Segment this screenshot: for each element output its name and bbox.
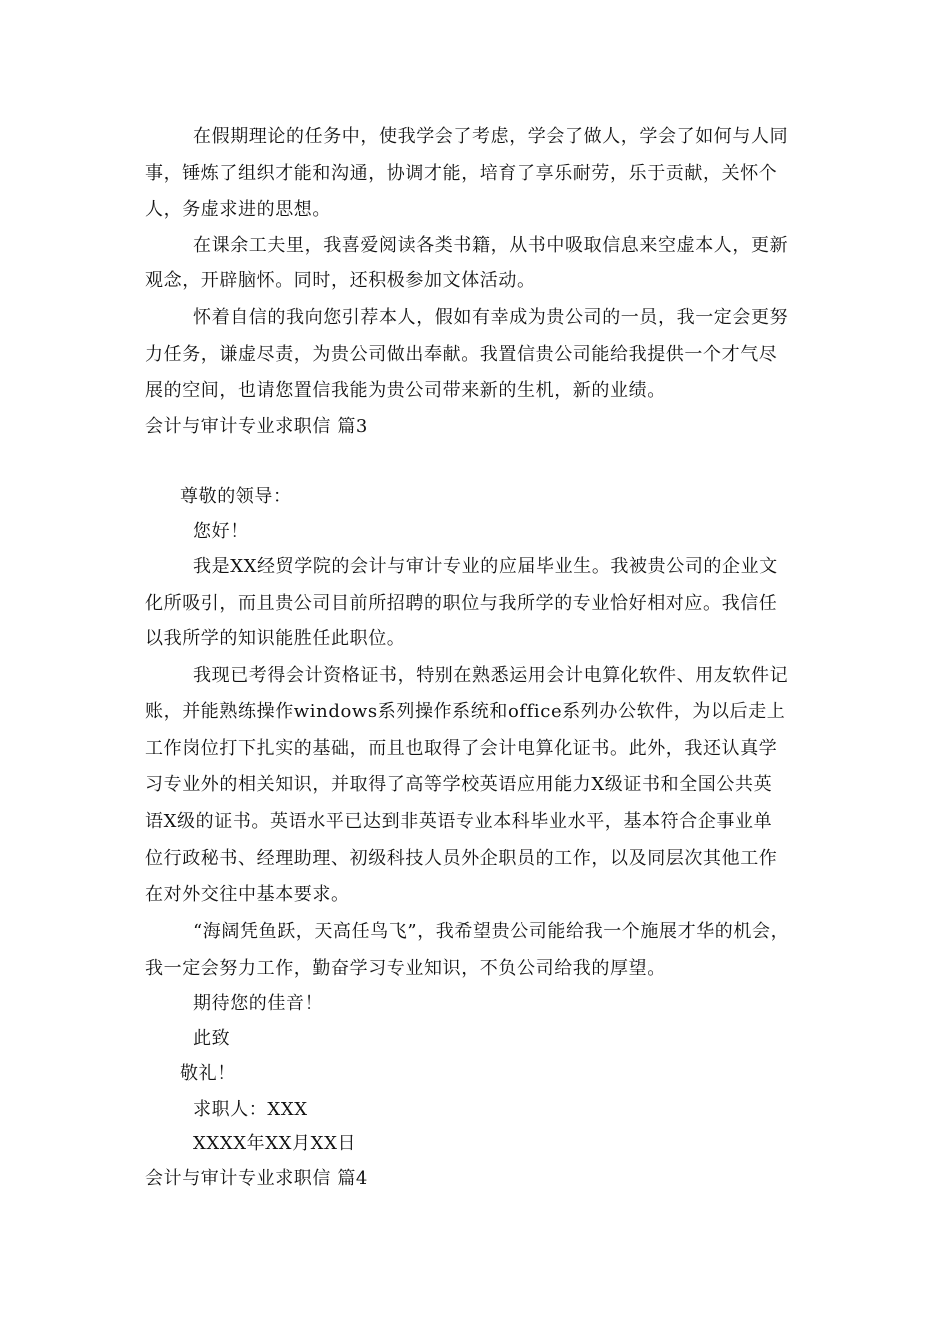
paragraph-line: 习专业外的相关知识，并取得了高等学校英语应用能力X级证书和全国公共英 bbox=[145, 774, 773, 795]
paragraph-line: 力任务，谦虚尽责，为贵公司做出奉献。我置信贵公司能给我提供一个才气尽 bbox=[145, 344, 778, 365]
paragraph-line: 展的空间，也请您置信我能为贵公司带来新的生机，新的业绩。 bbox=[145, 380, 666, 401]
paragraph-line: 位行政秘书、经理助理、初级科技人员外企职员的工作，以及同层次其他工作 bbox=[145, 848, 778, 869]
date: XXXX年XX月XX日 bbox=[193, 1133, 357, 1154]
paragraph-line: 怀着自信的我向您引荐本人，假如有幸成为贵公司的一员，我一定会更努 bbox=[193, 307, 789, 328]
paragraph-line: 以我所学的知识能胜任此职位。 bbox=[145, 628, 406, 649]
paragraph-line: 语X级的证书。英语水平已达到非英语专业本科毕业水平，基本符合企事业单 bbox=[145, 811, 773, 832]
closing-line: 此致 bbox=[193, 1028, 231, 1049]
paragraph-line: 事，锤炼了组织才能和沟通，协调才能，培育了享乐耐劳，乐于贡献，关怀个 bbox=[145, 163, 778, 184]
greeting: 您好！ bbox=[193, 521, 249, 542]
paragraph-line: 人，务虚求进的思想。 bbox=[145, 199, 331, 220]
paragraph-line: 我一定会努力工作，勤奋学习专业知识，不负公司给我的厚望。 bbox=[145, 958, 666, 979]
closing-line: 敬礼！ bbox=[180, 1063, 236, 1084]
paragraph-line: 我是XX经贸学院的会计与审计专业的应届毕业生。我被贵公司的企业文 bbox=[193, 556, 778, 577]
paragraph-line: 在对外交往中基本要求。 bbox=[145, 884, 350, 905]
signature: 求职人：XXX bbox=[193, 1099, 308, 1120]
paragraph-line: 观念，开辟脑怀。同时，还积极参加文体活动。 bbox=[145, 270, 536, 291]
section-heading: 会计与审计专业求职信 篇3 bbox=[145, 416, 368, 437]
paragraph-line: 我现已考得会计资格证书，特别在熟悉运用会计电算化软件、用友软件记 bbox=[193, 665, 789, 686]
paragraph-line: “海阔凭鱼跃，天高任鸟飞”，我希望贵公司能给我一个施展才华的机会， bbox=[193, 921, 790, 942]
closing-line: 期待您的佳音！ bbox=[193, 993, 324, 1014]
paragraph-line: 在课余工夫里，我喜爱阅读各类书籍，从书中吸取信息来空虚本人，更新 bbox=[193, 235, 789, 256]
section-heading: 会计与审计专业求职信 篇4 bbox=[145, 1168, 368, 1189]
paragraph-line: 化所吸引，而且贵公司目前所招聘的职位与我所学的专业恰好相对应。我信任 bbox=[145, 593, 778, 614]
paragraph-line: 在假期理论的任务中，使我学会了考虑，学会了做人，学会了如何与人同 bbox=[193, 126, 789, 147]
salutation: 尊敬的领导： bbox=[180, 486, 292, 507]
paragraph-line: 工作岗位打下扎实的基础，而且也取得了会计电算化证书。此外，我还认真学 bbox=[145, 738, 778, 759]
paragraph-line: 账，并能熟练操作windows系列操作系统和office系列办公软件，为以后走上 bbox=[145, 701, 786, 722]
